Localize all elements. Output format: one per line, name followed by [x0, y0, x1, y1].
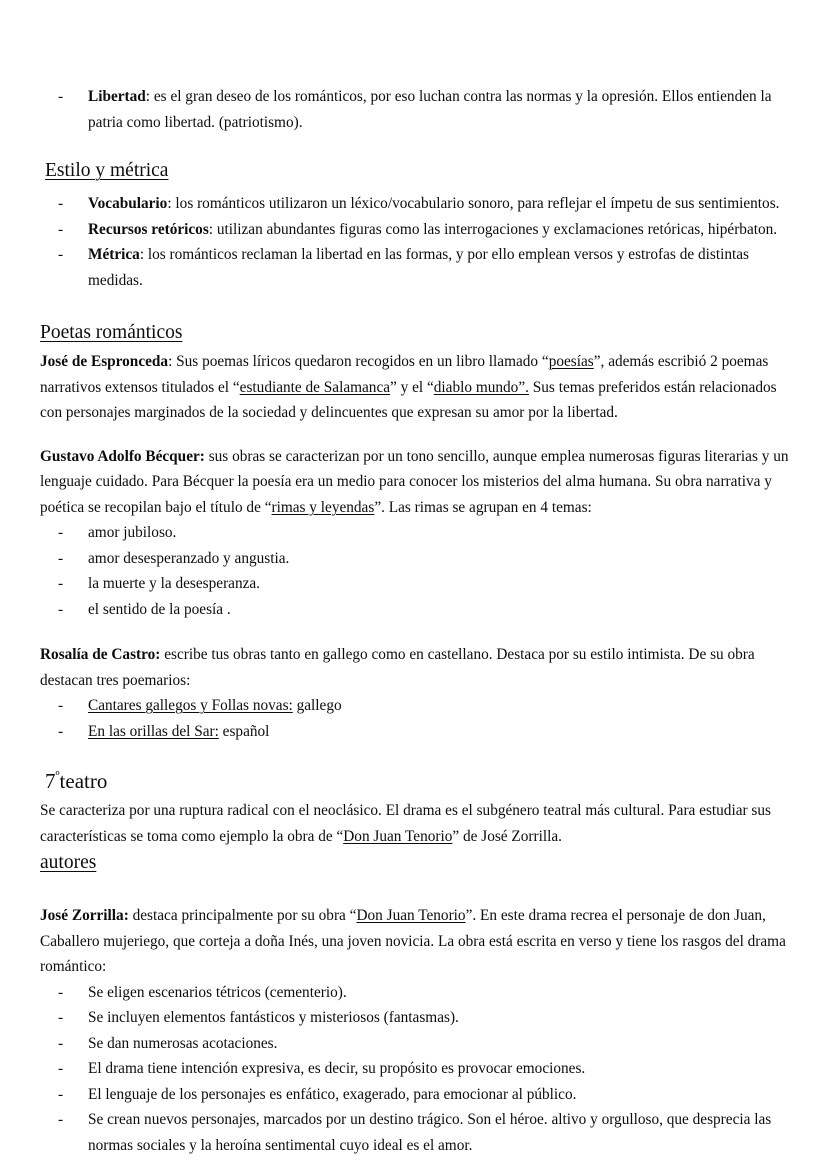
title-estudiante-de-salamanca: estudiante de Salamanca	[239, 378, 391, 396]
run: ”. En este drama recrea el personaje de don Juan, Caballero mujeriego, que corteja a doña Inés, una joven novicia. La obra está escrita en verso y tiene los rasgos del drama romántico:	[40, 907, 786, 975]
title-poesias: poesías	[548, 353, 594, 370]
author-name-espronceda: José de Espronceda	[40, 353, 169, 370]
title-rimas-y-leyendas: rimas y leyendas	[271, 498, 375, 516]
bullet-text-rasgo5: El lenguaje de los personajes es enfático, exagerado, para emocionar al público.	[88, 1085, 577, 1103]
bullet-text-rasgo4: El drama tiene intención expresiva, es decir, su propósito es provocar emociones.	[88, 1060, 586, 1077]
run: español	[218, 722, 270, 740]
list-item	[40, 1056, 792, 1082]
author-name-becquer: Gustavo Adolfo Bécquer:	[40, 447, 205, 465]
spacer	[40, 426, 792, 444]
paragraph-rosalia	[40, 642, 792, 693]
heading-estilo-y-metrica: Estilo y métrica	[45, 160, 169, 181]
title-don-juan-tenorio-zorrilla: Don Juan Tenorio	[356, 907, 466, 924]
list-item	[40, 242, 792, 293]
run: ”. Las rimas se agrupan en 4 temas:	[374, 498, 592, 516]
bullet-text-tema4: el sentido de la poesía .	[88, 600, 231, 618]
heading-teatro-block	[40, 766, 792, 796]
heading-teatro	[40, 766, 107, 796]
bullet-text-rasgo3: Se dan numerosas acotaciones.	[88, 1034, 278, 1052]
bullet-lead-metrica: Métrica	[88, 246, 140, 263]
title-en-las-orillas-del-sar: En las orillas del Sar:	[88, 722, 219, 740]
run: : Sus poemas líricos quedaron recogidos en un libro llamado “	[168, 353, 549, 370]
list-item	[40, 546, 792, 572]
author-name-rosalia: Rosalía de Castro:	[40, 646, 161, 663]
run: Se caracteriza por una ruptura radical con el neoclásico. El drama es el subgénero teatral más cultural. Para estudiar sus características se toma como ejemplo la obra de “	[40, 802, 771, 845]
bullet-text-rasgo6: Se crean nuevos personajes, marcados por un destino trágico. Son el héroe. altivo y orgulloso, que desprecia las normas sociales y la heroína sentimental cuyo ideal es el amor.	[88, 1111, 772, 1154]
title-diablo-mundo: diablo mundo”.	[433, 378, 529, 396]
bullet-text-tema3: la muerte y la desesperanza.	[88, 575, 261, 592]
bullet-text-rasgo2: Se incluyen elementos fantásticos y misteriosos (fantasmas).	[88, 1009, 459, 1026]
list-item	[40, 1107, 792, 1158]
list-item	[40, 980, 792, 1006]
bullet-lead-recursos: Recursos retóricos	[88, 220, 209, 238]
run: ”, además escribió 2 poemas narrativos extensos titulados el “	[40, 353, 769, 396]
document-content	[40, 84, 792, 1158]
author-name-zorrilla: José Zorrilla:	[40, 907, 129, 924]
libertad-bullet-list	[40, 84, 792, 135]
heading-teatro-word: teatro	[59, 769, 108, 793]
bullet-lead-libertad: Libertad	[88, 88, 146, 105]
bullet-text-libertad: : es el gran deseo de los románticos, por eso luchan contra las normas y la opresión. Ellos entienden la patria como libertad. (patriotismo).	[88, 88, 772, 131]
list-item	[40, 84, 792, 135]
heading-autores-block	[40, 849, 792, 877]
spacer	[40, 293, 792, 319]
list-item	[40, 217, 792, 243]
spacer	[40, 135, 792, 157]
bullet-text-vocabulario: : los románticos utilizaron un léxico/vocabulario sonoro, para reflejar el ímpetu de sus sentimientos.	[167, 195, 780, 212]
spacer	[40, 744, 792, 766]
paragraph-zorrilla	[40, 903, 792, 980]
bullet-text-rasgo1: Se eligen escenarios tétricos (cementerio).	[88, 983, 347, 1001]
bullet-text-tema2: amor desesperanzado y angustia.	[88, 549, 290, 567]
ordinal-indicator: º	[55, 768, 60, 783]
run: sus obras se caracterizan por un tono sencillo, aunque emplea numerosas figuras literarias y un lenguaje cuidado. Para Bécquer la poesía era un medio para conocer los misterios del alma humana. Su obra narrativa y poética se recopilan bajo el título de “	[40, 447, 789, 516]
run: ” de José Zorrilla.	[452, 827, 562, 845]
list-item	[40, 1082, 792, 1108]
heading-teatro-number: 7	[45, 769, 56, 793]
bullet-text-tema1: amor jubiloso.	[88, 524, 177, 541]
heading-estilo-block	[40, 157, 792, 185]
run: destaca principalmente por su obra “	[128, 907, 357, 924]
estilo-bullet-list	[40, 191, 792, 293]
paragraph-teatro-intro	[40, 798, 792, 849]
title-cantares-gallegos: Cantares gallegos y Follas novas:	[88, 697, 293, 714]
title-don-juan-tenorio-intro: Don Juan Tenorio	[343, 827, 453, 845]
heading-poetas-block	[40, 319, 792, 347]
paragraph-becquer	[40, 444, 792, 521]
list-item	[40, 1031, 792, 1057]
rosalia-poemarios-list	[40, 693, 792, 744]
heading-poetas-romanticos: Poetas románticos	[40, 322, 183, 343]
heading-autores: autores	[40, 852, 97, 873]
run: Sus temas preferidos están relacionados con personajes marginados de la sociedad y delincuentes que expresan su amor por la libertad.	[40, 378, 777, 421]
list-item	[40, 719, 792, 745]
run: escribe tus obras tanto en gallego como en castellano. Destaca por su estilo intimista. De su obra destacan tres poemarios:	[40, 646, 755, 689]
bullet-lead-vocabulario: Vocabulario	[88, 195, 168, 212]
bullet-text-metrica: : los románticos reclaman la libertad en las formas, y por ello emplean versos y estrofas de distintas medidas.	[88, 246, 749, 289]
spacer	[40, 622, 792, 642]
list-item	[40, 693, 792, 719]
list-item	[40, 571, 792, 597]
spacer	[40, 877, 792, 903]
list-item	[40, 1005, 792, 1031]
zorrilla-rasgos-list	[40, 980, 792, 1159]
paragraph-espronceda	[40, 349, 792, 426]
list-item	[40, 191, 792, 217]
run: gallego	[292, 697, 342, 714]
list-item	[40, 520, 792, 546]
list-item	[40, 597, 792, 623]
bullet-text-recursos: : utilizan abundantes figuras como las interrogaciones y exclamaciones retóricas, hipérbaton.	[208, 220, 778, 238]
becquer-temas-list	[40, 520, 792, 622]
run: ” y el “	[390, 378, 434, 396]
